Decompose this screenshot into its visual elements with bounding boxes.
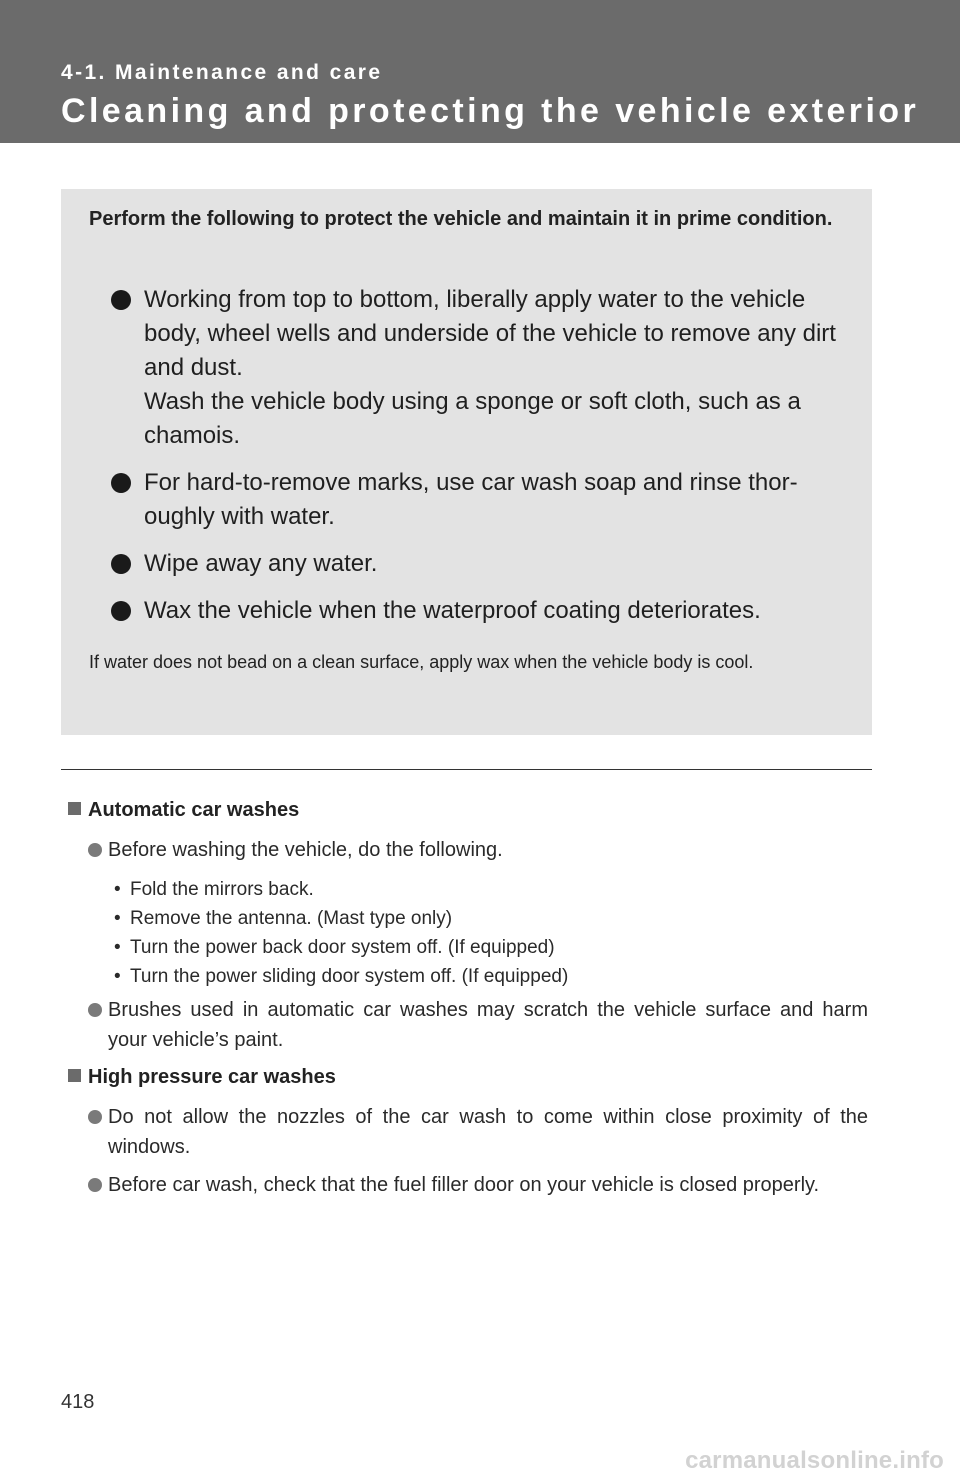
intro-item xyxy=(89,466,849,534)
bullet-icon xyxy=(88,843,102,857)
bullet-icon xyxy=(88,1003,102,1017)
intro-item-text: Wax the vehicle when the waterproof coating deteriorates. xyxy=(144,597,761,624)
page-header xyxy=(0,0,960,143)
page-title: Cleaning and protecting the vehicle exterior xyxy=(61,92,920,130)
square-bullet-icon xyxy=(68,802,81,815)
bullet-icon xyxy=(88,1178,102,1192)
subheading-text: Automatic car washes xyxy=(88,799,300,821)
checklist-item: • Turn the power back door system off. (If equipped) xyxy=(114,933,844,962)
intro-item-text: Working from top to bottom, liberally apply water to the vehicle body, wheel wells and underside of the vehicle to remove any dirt and dust. xyxy=(144,286,836,381)
bullet-icon xyxy=(111,601,131,621)
checklist-item: • Remove the antenna. (Mast type only) xyxy=(114,904,844,933)
intro-item xyxy=(89,547,849,581)
note-item xyxy=(88,1102,868,1162)
intro-item-text: For hard-to-remove marks, use car wash soap and rinse thor-oughly with water. xyxy=(144,469,798,530)
intro-item xyxy=(89,594,849,628)
note-text: Before washing the vehicle, do the following. xyxy=(108,839,503,861)
intro-box xyxy=(61,189,872,735)
bullet-icon xyxy=(111,290,131,310)
subheading-high-pressure xyxy=(68,1066,336,1089)
checklist-item: • Turn the power sliding door system off. (If equipped) xyxy=(114,962,844,991)
bullet-icon xyxy=(88,1110,102,1124)
intro-lead: Perform the following to protect the vehicle and maintain it in prime condition. xyxy=(89,208,833,230)
note-text: Do not allow the nozzles of the car wash to come within close proximity of the windows. xyxy=(108,1106,868,1158)
bullet-icon xyxy=(111,554,131,574)
intro-list xyxy=(89,283,849,641)
divider xyxy=(61,769,872,770)
subheading-automatic xyxy=(68,799,299,822)
note-item xyxy=(88,1170,868,1200)
intro-note: If water does not bead on a clean surface, apply wax when the vehicle body is cool. xyxy=(89,652,754,672)
checklist-item: • Fold the mirrors back. xyxy=(114,875,844,904)
square-bullet-icon xyxy=(68,1069,81,1082)
note-text: Brushes used in automatic car washes may scratch the vehicle surface and harm your vehicle’s paint. xyxy=(108,999,868,1051)
watermark: carmanualsonline.info xyxy=(685,1447,944,1474)
intro-item-text: Wipe away any water. xyxy=(144,550,378,577)
section-label: 4-1. Maintenance and care xyxy=(61,61,383,84)
note-item xyxy=(88,835,868,865)
page-number: 418 xyxy=(61,1391,95,1413)
intro-item-text: Wash the vehicle body using a sponge or soft cloth, such as a chamois. xyxy=(144,388,801,449)
bullet-icon xyxy=(111,473,131,493)
note-text: Before car wash, check that the fuel filler door on your vehicle is closed properly. xyxy=(108,1174,820,1196)
checklist xyxy=(114,875,844,991)
subheading-text: High pressure car washes xyxy=(88,1066,336,1088)
intro-item xyxy=(89,283,849,453)
note-item xyxy=(88,995,868,1055)
